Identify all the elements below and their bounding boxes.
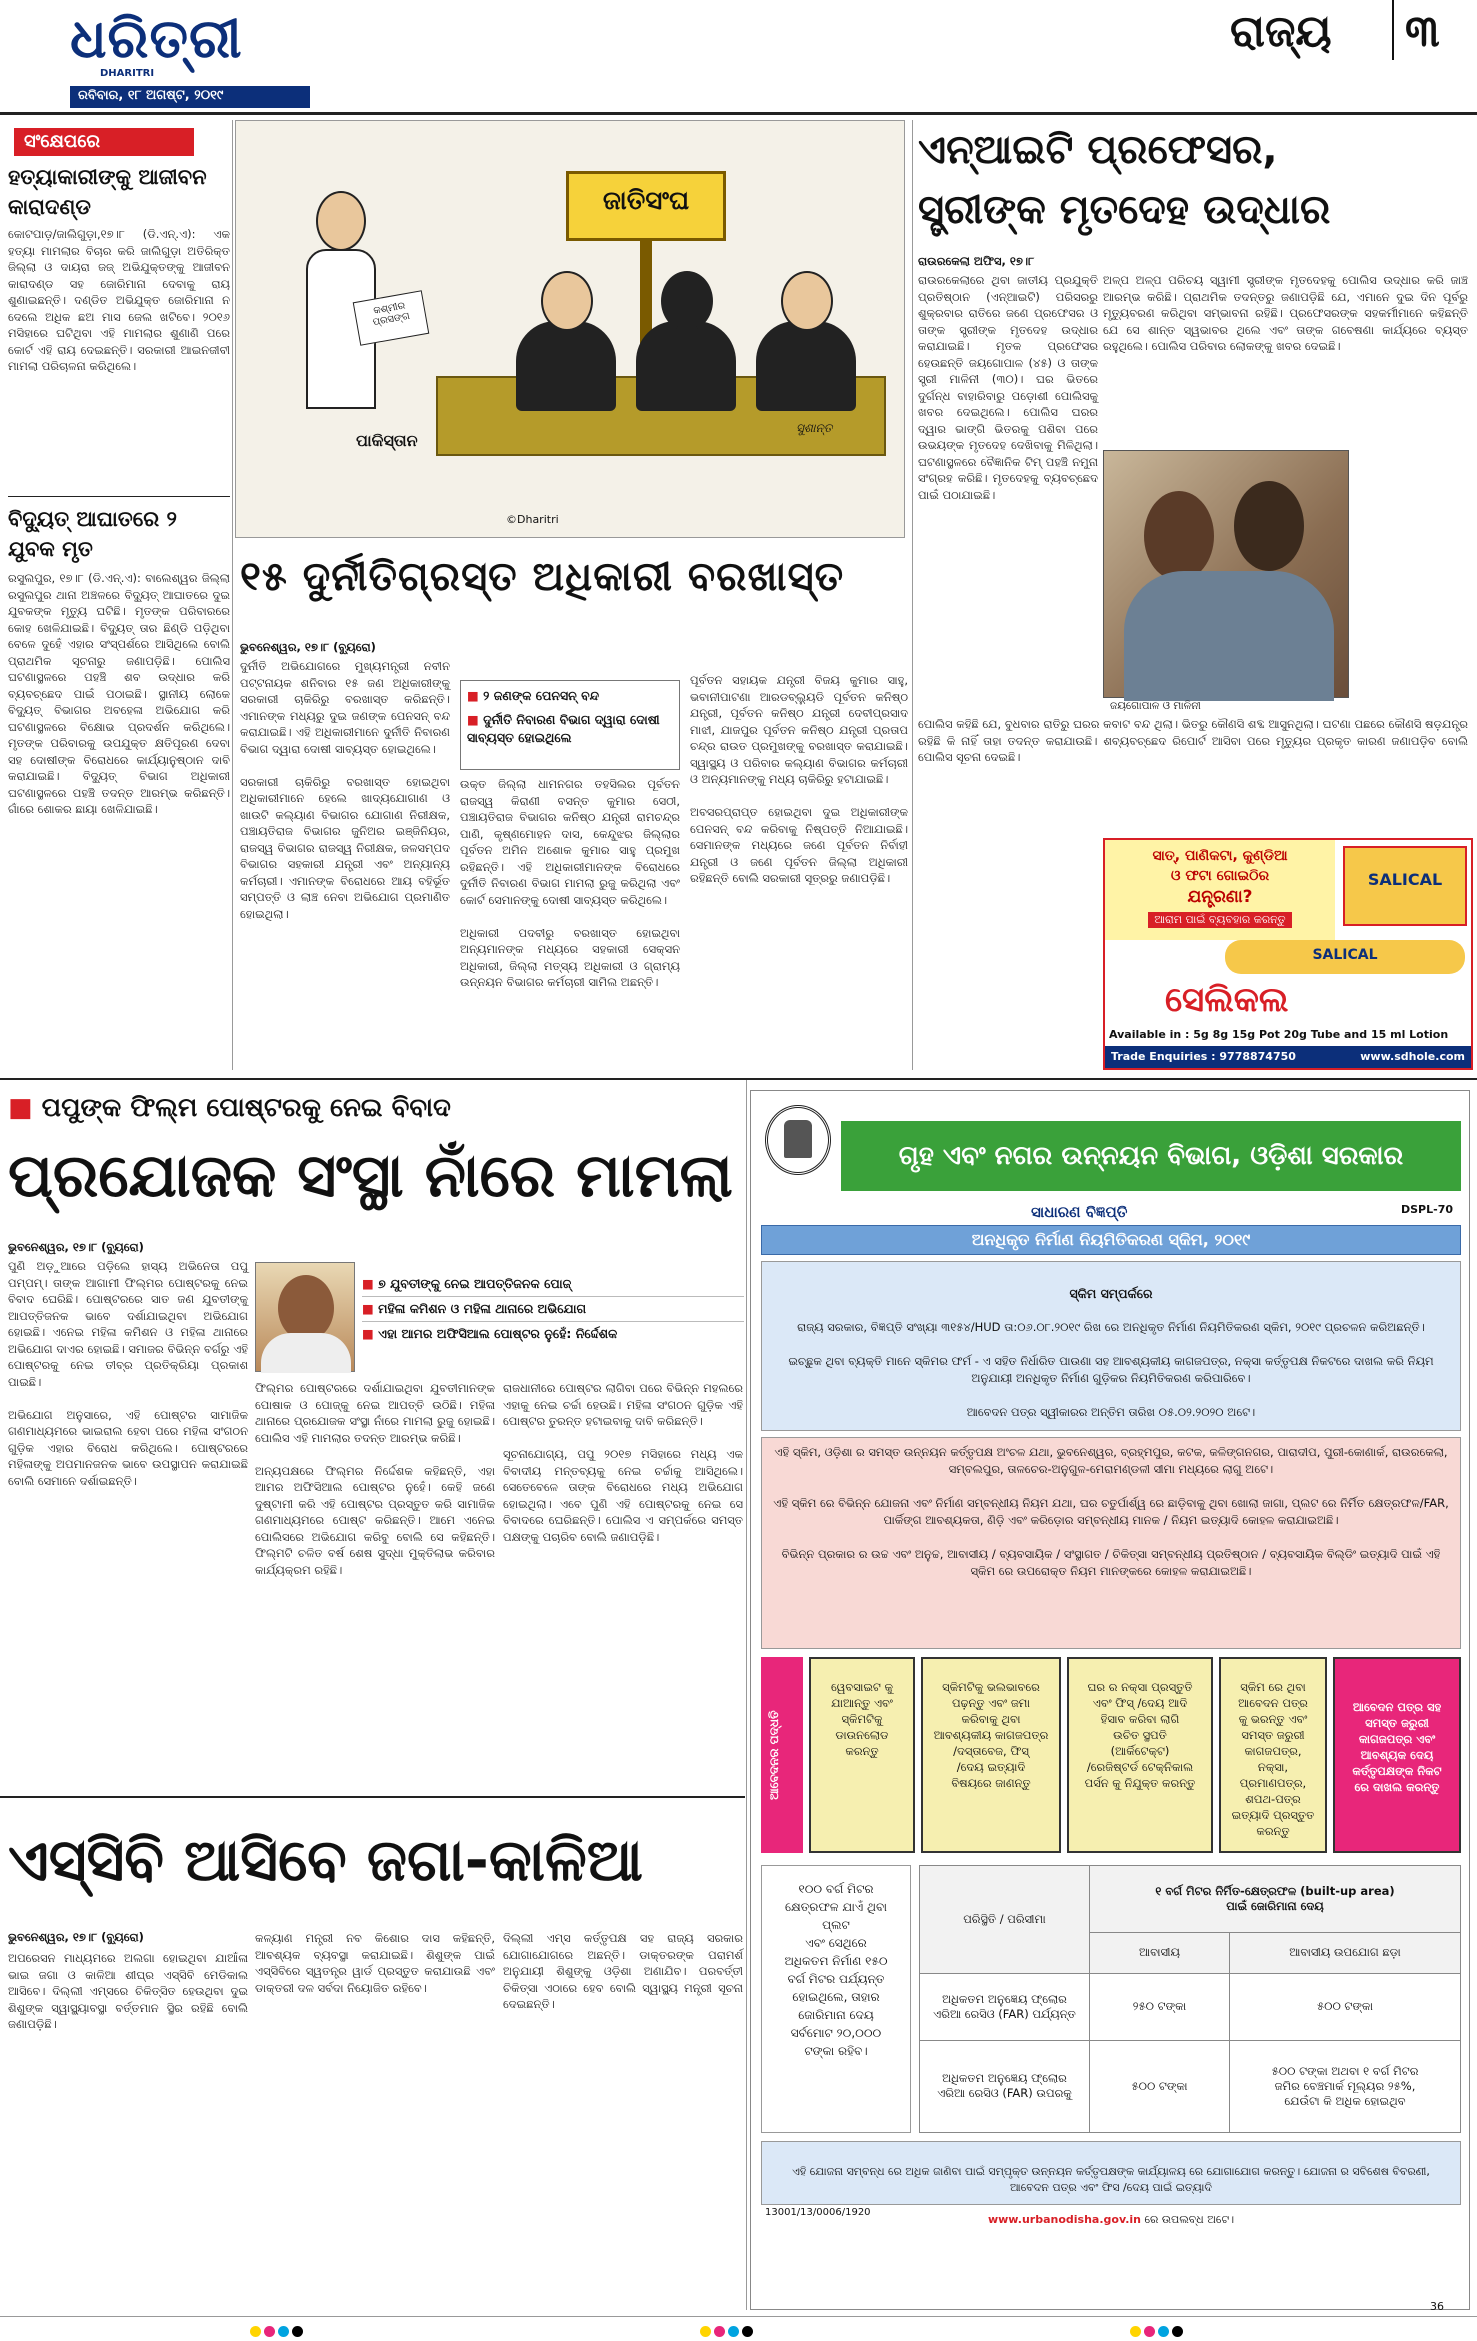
ad-line: ସାତ୍, ପାଣିକଟା, କୁଣ୍ଡିଆ <box>1152 848 1288 864</box>
delegate-head <box>661 271 713 331</box>
fee-col-nonresidential: ଆବାସୀୟ ଉପଯୋଗ ଛଡ଼ା <box>1230 1932 1461 1973</box>
masthead-rule <box>0 112 1477 115</box>
odisha-emblem-icon <box>765 1105 831 1175</box>
scb-dateline: ଭୁବନେଶ୍ୱର, ୧୭।୮ (ବ୍ୟୁରୋ) <box>8 1930 144 1944</box>
registration-marks <box>700 2322 756 2341</box>
photo-figure <box>278 1275 334 1341</box>
delegate-head <box>541 271 593 331</box>
process-steps <box>761 1657 1461 1857</box>
pakistan-head <box>316 191 366 251</box>
fee-col-situation: ପରିସ୍ଥିତି / ପରିସୀମା <box>920 1866 1090 1974</box>
table-row <box>920 1973 1461 2040</box>
fee-cell: ୫୦୦ ଟଙ୍କା <box>1230 1973 1461 2040</box>
papu-photo <box>255 1262 355 1372</box>
ad-website[interactable]: www.sdhole.com <box>1360 1050 1465 1063</box>
cartoon-credit: ©Dharitri <box>506 513 559 526</box>
ad-line: ଯନ୍ତ୍ରଣା? <box>1187 887 1253 907</box>
corruption-bullet: ୨ ଜଣଙ୍କ ପେନସନ୍ ବନ୍ଦ <box>483 688 600 703</box>
fee-cell: ୫୦୦ ଟଙ୍କା <box>1090 2040 1230 2132</box>
scheme-info-panel <box>761 1261 1461 1431</box>
photo-figure <box>1234 481 1304 571</box>
govt-advertisement <box>750 1090 1470 2310</box>
nit-body-col3: ପୋଲିସ କହିଛି ଯେ, ବୁଧବାର ରାତିରୁ ଘରର କବାଟ ବନ୍ଦ ଥିଲା। ଭିତରୁ କୌଣସି ଶବ୍ଦ ଆସୁନଥିଲା। ଘଟଣା ପଛରେ କୌଣସି ଷଡ଼ଯନ୍ତ୍ର ରହିଛି କି ନାହିଁ ତାହା ତଦନ୍ତ କରାଯାଉଛି। ଶବ୍ୟବଚ୍ଛେଦ ରିପୋର୍ଟ ଆସିବା ପରେ ମୃତ୍ୟୁର ପ୍ରକୃତ କାରଣ ଜଣାପଡ଼ିବ ବୋଲି ପୋଲିସ ସୂଚନା ଦେଇଛି। <box>918 717 1468 764</box>
scb-col1: ଅପରେସନ ମାଧ୍ୟମରେ ଅଲଗା ହୋଇଥିବା ଯାଆଁଳା ଭାଇ ଜଗା ଓ କାଳିଆ ଶୀଘ୍ର ଏସ୍‌ସିବି ମେଡିକାଲ ଆସିବେ। ଦିଲ୍ଲୀ ଏମ୍ସରେ ଚିକିତ୍ସିତ ହେଉଥିବା ଦୁଇ ଶିଶୁଙ୍କ ସ୍ୱାସ୍ଥ୍ୟାବସ୍ଥା ବର୍ତ୍ତମାନ ସ୍ଥିର ରହିଛି ବୋଲି ଜଣାପଡ଼ିଛି। <box>8 1951 248 2031</box>
scheme-title: ଅନଧିକୃତ ନିର୍ମାଣ ନିୟମିତିକରଣ ସ୍କିମ, ୨୦୧୯ <box>761 1225 1461 1255</box>
papu-bullets: ■ ୭ ଯୁବତୀଙ୍କୁ ନେଇ ଆପତ୍ତିଜନକ ପୋଜ୍ ■ ମହିଳା କମିଶନ ଓ ମହିଳା ଥାନାରେ ଅଭିଯୋଗ ■ ଏହା ଆମର ଅଫିସିଆଲ ପୋଷ୍ଟର ନୁହେଁ: ନିର୍ଦ୍ଦେଶକ <box>362 1272 744 1346</box>
ad-copy-box <box>1105 840 1335 940</box>
nit-headline-1: ଏନ୍‌ଆଇଟି ପ୍ରଫେସର, <box>918 127 1278 173</box>
brand-name: ସେଲିକଲ <box>1165 980 1289 1020</box>
fee-col-residential: ଆବାସୀୟ <box>1090 1932 1230 1973</box>
govt-url-suffix: ରେ ଉପଲବ୍ଧ ଅଟେ। <box>1144 2213 1235 2226</box>
ad-line: ଆରାମ ପାଇଁ ବ୍ୟବହାର କରନ୍ତୁ <box>1148 912 1291 928</box>
corruption-col3: ପୂର୍ବତନ ସହାୟକ ଯନ୍ତ୍ରୀ ବିଜୟ କୁମାର ସାହୁ, ଭବାନୀପାଟଣା ଆରଡବ୍ଲ୍ୟୁଡି ପୂର୍ବତନ କନିଷ୍ଠ ଯନ୍ତ୍ରୀ, ପୂର୍ବତନ କନିଷ୍ଠ ଯନ୍ତ୍ରୀ ଦେବୀପ୍ରସାଦ ମାଝୀ, ଯାଜପୁର ପୂର୍ବତନ କନିଷ୍ଠ ଯନ୍ତ୍ରୀ ପ୍ରତାପ ଚନ୍ଦ୍ର ରାଉତ ପ୍ରମୁଖଙ୍କୁ ବରଖାସ୍ତ କରାଯାଇଛି। ସ୍ୱାସ୍ଥ୍ୟ ଓ ପରିବାର କଲ୍ୟାଣ ବିଭାଗର କର୍ମଚାରୀ ଓ ଅନ୍ୟମାନଙ୍କୁ ମଧ୍ୟ ଚାକିରିରୁ ହଟାଯାଇଛି। ଅବସରପ୍ରାପ୍ତ ହୋଇଥିବା ଦୁଇ ଅଧିକାରୀଙ୍କ ପେନସନ୍ ବନ୍ଦ କରିବାକୁ ନିଷ୍ପତ୍ତି ନିଆଯାଇଛି। ସେମାନଙ୍କ ମଧ୍ୟରେ ଜଣେ ପୂର୍ବତନ ନିର୍ବାହୀ ଯନ୍ତ୍ରୀ ଓ ଜଣେ ପୂର୍ବତନ ଜିଲ୍ଲା ଅଧିକାରୀ ରହିଛନ୍ତି ବୋଲି ସରକାରୀ ସୂତ୍ରରୁ ଜଣାପଡ଼ିଛି। <box>690 673 908 885</box>
product-tube: SALICAL <box>1225 940 1465 974</box>
fee-cell: ଅଧିକତମ ଅନୁଜ୍ଞେୟ ଫ୍ଲୋର ଏରିଆ ରେସିଓ (FAR) ପର୍ଯ୍ୟନ୍ତ <box>920 1973 1090 2040</box>
scb-headline: ଏସ୍‌ସିବି ଆସିବେ ଜଗା-କାଳିଆ <box>8 1826 643 1894</box>
fee-cell: ୨୫୦ ଟଙ୍କା <box>1090 1973 1230 2040</box>
corruption-headline: ୧୫ ଦୁର୍ନୀତିଗ୍ରସ୍ତ ଅଧିକାରୀ ବରଖାସ୍ତ <box>240 554 845 600</box>
fee-table <box>919 1865 1461 2133</box>
section-page-no: ୩ <box>1405 6 1440 57</box>
papu-col1: ପୁଣି ଅଡ଼ୁଆରେ ପଡ଼ିଲେ ହାସ୍ୟ ଅଭିନେତା ପପୁ ପମ୍‌ପମ୍। ତାଙ୍କ ଆଗାମୀ ଫିଲ୍ମର ପୋଷ୍ଟରକୁ ନେଇ ବିବାଦ ଘେରିଛି। ପୋଷ୍ଟରରେ ସାତ ଜଣ ଯୁବତୀଙ୍କୁ ଆପତ୍ତିଜନକ ଭାବେ ଦର୍ଶାଯାଇଥିବା ଅଭିଯୋଗ ହୋଇଛି। ଏନେଇ ମହିଳା କମିଶନ ଓ ମହିଳା ଥାନାରେ ଅଭିଯୋଗ ଦାଏର ହୋଇଛି। ସମାଜର ବିଭିନ୍ନ ବର୍ଗରୁ ଏହି ପୋଷ୍ଟରକୁ ନେଇ ତୀବ୍ର ପ୍ରତିକ୍ରିୟା ପ୍ରକାଶ ପାଇଛି। ଅଭିଯୋଗ ଅନୁସାରେ, ଏହି ପୋଷ୍ଟର ସାମାଜିକ ଗଣମାଧ୍ୟମରେ ଭାଇରାଲ ହେବା ପରେ ମହିଳା ସଂଗଠନ ଗୁଡ଼ିକ ଏହାର ବିରୋଧ କରିଥିଲେ। ପୋଷ୍ଟରରେ ମହିଳାଙ୍କୁ ଅପମାନଜନକ ଭାବେ ଉପସ୍ଥାପନ କରାଯାଇଛି ବୋଲି ସେମାନେ ଦର୍ଶାଇଛନ୍ତି। <box>8 1259 248 1488</box>
papu-bullet: ମହିଳା କମିଶନ ଓ ମହିଳା ଥାନାରେ ଅଭିଯୋଗ <box>378 1301 587 1316</box>
nit-body-col2: ଅଳ୍ପ ଅଳ୍ପ ପରିଚୟ ସ୍ୱାମୀ ସ୍ତ୍ରୀଙ୍କ ମୃତଦେହକୁ ପୋଲିସ ଉଦ୍ଧାର କରି ଜାଞ୍ଚ ଆରମ୍ଭ କରିଛି। ପ୍ରାଥମିକ ତଦନ୍ତରୁ ଜଣାପଡ଼ିଛି ଯେ, ଏମାନେ ଦୁଇ ଦିନ ପୂର୍ବରୁ ମୃତ୍ୟୁବରଣ କରିଥିବା ସମ୍ଭାବନା ରହିଛି। ପ୍ରଫେସରଙ୍କ ସହକର୍ମୀମାନେ କହିଛନ୍ତି ଯେ ସେ ଶାନ୍ତ ସ୍ୱଭାବର ଥିଲେ ଏବଂ ତାଙ୍କ ଗବେଷଣା କାର୍ଯ୍ୟରେ ବ୍ୟସ୍ତ ରହୁଥିଲେ। ପୋଲିସ ପରିବାର ଲୋକଙ୍କୁ ଖବର ଦେଇଛି। <box>1103 273 1468 353</box>
step-5: ଆବେଦନ ପତ୍ର ସହ ସମସ୍ତ ଜରୁରୀ କାଗଜପତ୍ର ଏବଂ ଆବଶ୍ୟକ ଦେୟ କର୍ତ୍ତୃପକ୍ଷଙ୍କ ନିକଟ ରେ ଦାଖଲ କରନ୍ତୁ <box>1333 1657 1461 1853</box>
nit-dateline: ରାଉରକେଲା ଅଫିସ, ୧୭।୮ <box>918 254 1035 268</box>
product-pack: SALICAL <box>1343 846 1467 926</box>
scheme-info-head: ସ୍କିମ ସମ୍ପର୍କରେ <box>1069 1286 1153 1301</box>
section-title: ରାଜ୍ୟ <box>1230 6 1332 57</box>
scb-col3: ଦିଲ୍ଲୀ ଏମ୍ସ କର୍ତ୍ତୃପକ୍ଷ ସହ ରାଜ୍ୟ ସରକାର ଯୋଗାଯୋଗରେ ଅଛନ୍ତି। ଡାକ୍ତରଙ୍କ ପରାମର୍ଶ ଅନୁଯାୟୀ ଶିଶୁଙ୍କୁ ଓଡ଼ିଶା ଅଣାଯିବ। ପରବର୍ତ୍ତୀ ଚିକିତ୍ସା ଏଠାରେ ହେବ ବୋଲି ସ୍ୱାସ୍ଥ୍ୟ ମନ୍ତ୍ରୀ ସୂଚନା ଦେଇଛନ୍ତି। <box>503 1931 743 2011</box>
issue-date: ରବିବାର, ୧୮ ଅଗଷ୍ଟ, ୨୦୧୯ <box>70 86 310 108</box>
photo-figure <box>1124 571 1334 701</box>
step-2: ସ୍କିମଟିକୁ ଭଲଭାବରେ ପଢ଼ନ୍ତୁ ଏବଂ ଜମା କରିବାକୁ ଥିବା ଆବଶ୍ୟକୀୟ କାଗଜପତ୍ର /ଦସ୍ତାବେଜ, ଫିସ୍ /ଦେୟ ଇତ୍ୟାଦି ବିଷୟରେ ଜାଣନ୍ତୁ <box>921 1657 1061 1853</box>
delegate-figure <box>756 321 856 411</box>
papu-col2: ଫିଲ୍ମର ପୋଷ୍ଟରରେ ଦର୍ଶାଯାଇଥିବା ଯୁବତୀମାନଙ୍କ ପୋଷାକ ଓ ପୋଜ୍‌କୁ ନେଇ ଆପତ୍ତି ଉଠିଛି। ମହିଳା ଥାନାରେ ପ୍ରଯୋଜକ ସଂସ୍ଥା ନାଁରେ ମାମଲା ରୁଜୁ ହୋଇଛି। ପୋଲିସ ଏହି ମାମଲାର ତଦନ୍ତ ଆରମ୍ଭ କରିଛି। ଅନ୍ୟପକ୍ଷରେ ଫିଲ୍ମର ନିର୍ଦ୍ଦେଶକ କହିଛନ୍ତି, ଏହା ଆମର ଅଫିସିଆଲ ପୋଷ୍ଟର ନୁହେଁ। କେହି ଜଣେ ଦୁଷ୍ଟାମୀ କରି ଏହି ପୋଷ୍ଟର ପ୍ରସ୍ତୁତ କରି ସାମାଜିକ ଗଣମାଧ୍ୟମରେ ପୋଷ୍ଟ କରିଛନ୍ତି। ଆମେ ଏନେଇ ପୋଲିସରେ ଅଭିଯୋଗ କରିବୁ ବୋଲି ସେ କହିଛନ୍ତି। ଫିଲ୍ମଟି ଚଳିତ ବର୍ଷ ଶେଷ ସୁଦ୍ଧା ମୁକ୍ତିଲାଭ କରିବାର କାର୍ଯ୍ୟକ୍ରମ ରହିଛି। <box>255 1381 495 1577</box>
table-row <box>920 2040 1461 2132</box>
scheme-scope-panel: ଏହି ସ୍କିମ, ଓଡ଼ିଶା ର ସମସ୍ତ ଉନ୍ନୟନ କର୍ତ୍ତୃପକ୍ଷ ଅଂଚଳ ଯଥା, ଭୁବନେଶ୍ୱର, ବ୍ରହ୍ମପୁର, କଟକ, କଳିଙ୍ଗନଗର, ପାରାଦୀପ, ପୁରୀ-କୋଣାର୍କ, ରାଉରକେଲା, ସମ୍ବଲପୁର, ତାଳଚେର-ଅନୁଗୁଳ-ମେରାମଣ୍ଡଳୀ ସୀମା ମଧ୍ୟରେ ଲାଗୁ ଅଟେ। ଏହି ସ୍କିମ ରେ ବିଭିନ୍ନ ଯୋଜନା ଏବଂ ନିର୍ମାଣ ସମ୍ବନ୍ଧୀୟ ନିୟମ ଯଥା, ଘର ଚତୁର୍ପାର୍ଶ୍ୱ ରେ ଛାଡ଼ିବାକୁ ଥିବା ଖୋଲା ଜାଗା, ପ୍ଲଟ ରେ ନିର୍ମିତ କ୍ଷେତ୍ରଫଳ/FAR, ପାର୍କିଙ୍ଗ ଆବଶ୍ୟକତା, ଣିଡ଼ି ଏବଂ କରିଡ଼ୋର ସମ୍ବନ୍ଧୀୟ ମାନକ / ନିୟମ ଇତ୍ୟାଦି କୋହଳ କରାଯାଇଅଛି। ବିଭିନ୍ନ ପ୍ରକାର ର ଉଚ୍ଚ ଏବଂ ଅନୁଚ୍ଚ, ଆବାସୀୟ / ବ୍ୟବସାୟିକ / ସଂସ୍ଥାଗତ / ଚିକିତ୍ସା ସମ୍ବନ୍ଧୀୟ ପ୍ରତିଷ୍ଠାନ / ବ୍ୟବସାୟିକ ବିଲ୍ଡିଂ ଇତ୍ୟାଦି ପାଇଁ ଏହି ସ୍କିମ ରେ ଉପରୋକ୍ତ ନିୟମ ମାନଙ୍କରେ କୋହଳ କରାଯାଇଅଛି। <box>761 1437 1461 1649</box>
corruption-bullets: ■ ୨ ଜଣଙ୍କ ପେନସନ୍ ବନ୍ଦ ■ ଦୁର୍ନୀତି ନିବାରଣ ବିଭାଗ ଦ୍ୱାରା ଦୋଷୀ ସାବ୍ୟସ୍ତ ହୋଇଥିଲେ <box>460 680 680 770</box>
couple-photo <box>1103 450 1349 698</box>
step-1: ୱେବସାଇଟ କୁ ଯାଆନ୍ତୁ ଏବଂ ସ୍କିମଟିକୁ ଡାଉନଲୋଡ କରନ୍ତୁ <box>809 1657 915 1853</box>
cartoonist-signature: ସୁଶାନ୍ତ <box>796 421 833 435</box>
nit-headline-2: ସ୍ତ୍ରୀଙ୍କ ମୃତଦେହ ଉଦ୍ଧାର <box>918 187 1331 233</box>
scb-col2: କଳ୍ୟାଣ ମନ୍ତ୍ରୀ ନବ କିଶୋର ଦାସ କହିଛନ୍ତି, ଆବଶ୍ୟକ ବ୍ୟବସ୍ଥା କରାଯାଇଛି। ଶିଶୁଙ୍କ ପାଇଁ ଏସ୍‌ସିବିରେ ସ୍ୱତନ୍ତ୍ର ୱାର୍ଡ ପ୍ରସ୍ତୁତ କରାଯାଉଛି ଏବଂ ଡାକ୍ତରୀ ଦଳ ସର୍ବଦା ନିୟୋଜିତ ରହିବେ। <box>255 1931 495 1995</box>
section-rule <box>0 1796 745 1798</box>
scheme-info-text: ରାଜ୍ୟ ସରକାର, ବିଜ୍ଞପ୍ତି ସଂଖ୍ୟା ୩୧୫୪/HUD ତା:୦୬.୦୮.୨୦୧୯ ରିଖ ରେ ଅନଧିକୃତ ନିର୍ମାଣ ନିୟମିତିକରଣ ସ୍କିମ, ୨୦୧୯ ପ୍ରଚଳନ କରିଅଛନ୍ତି। ଇଚ୍ଛୁକ ଥିବା ବ୍ୟକ୍ତି ମାନେ ସ୍କିମର ଫର୍ମ - ଏ ସହିତ ନିର୍ଧାରିତ ପାଉଣା ସହ ଆବଶ୍ୟକୀୟ କାଗଜପତ୍ର, ନକ୍ସା କର୍ତ୍ତୃପକ୍ଷ ନିକଟରେ ଦାଖଲ କରି ନିୟମ ଅନୁଯାୟୀ ଅନଧିକୃତ ନିର୍ମାଣ ଗୁଡ଼ିକର ନିୟମିତିକରଣ କରିପାରିବେ। ଆବେଦନ ପତ୍ର ସ୍ୱୀକାରର ଅନ୍ତିମ ତାରିଖ ୦୫.୦୨.୨୦୨୦ ଅଟେ। <box>788 1320 1434 1419</box>
fee-cell: ଅଧିକତମ ଅନୁଜ୍ଞେୟ ଫ୍ଲୋର ଏରିଆ ରେସିଓ (FAR) ଉପରକୁ <box>920 2040 1090 2132</box>
cartoon-label: ପାକିସ୍ତାନ <box>356 431 418 450</box>
emblem-shape <box>784 1120 812 1158</box>
papu-dateline: ଭୁବନେଶ୍ୱର, ୧୭।୮ (ବ୍ୟୁରୋ) <box>8 1240 144 1254</box>
brief1-headline: ହତ୍ୟାକାରୀଙ୍କୁ ଆଜୀବନ କାରାଦଣ୍ଡ <box>8 165 207 219</box>
column-rule <box>912 120 913 1070</box>
brief2-headline: ବିଦ୍ୟୁତ୍ ଆଘାତରେ ୨ ଯୁବକ ମୃତ <box>8 507 177 561</box>
step-3: ଘର ର ନକ୍ସା ପ୍ରସ୍ତୁତି ଏବଂ ଫିସ୍ /ଦେୟ ଆଦି ହିସାବ କରିବା ଲାଗି ଉଚିତ ସ୍ଥପତି (ଆର୍କିଟେକ୍ଟ) /ରେଜିଷ୍ଟର୍ଡ ଟେକ୍ନିକାଲ ପର୍ସନ କୁ ନିଯୁକ୍ତ କରନ୍ତୁ <box>1067 1657 1213 1853</box>
column-rule <box>746 1080 747 2310</box>
fee-cell: ୫୦୦ ଟଙ୍କା ଅଥବା ୧ ବର୍ଗ ମିଟର ଜମିର ବେଞ୍ଚମାର୍କ ମୂଲ୍ୟର ୨୫%, ଯେଉଁଟା କି ଅଧିକ ହୋଇଥିବ <box>1230 2040 1461 2132</box>
step-4: ସ୍କିମ ରେ ଥିବା ଆବେଦନ ପତ୍ର କୁ ଭରନ୍ତୁ ଏବଂ ସମସ୍ତ ଜରୁରୀ କାଗଜପତ୍ର, ନକ୍ସା, ପ୍ରମାଣପତ୍ର, ଶପଥ-ପତ୍ର ଇତ୍ୟାଦି ପ୍ରସ୍ତୁତ କରନ୍ତୁ <box>1219 1657 1327 1853</box>
registration-marks <box>1130 2322 1186 2341</box>
papu-headline: ପ୍ରଯୋଜକ ସଂସ୍ଥା ନାଁରେ ମାମଲା <box>8 1141 733 1211</box>
newspaper-logo-sub: DHARITRI <box>100 68 155 79</box>
footer-note-text: ଏହି ଯୋଜନା ସମ୍ବନ୍ଧ ରେ ଅଧିକ ଜାଣିବା ପାଇଁ ସମ୍ପୃକ୍ତ ଉନ୍ନୟନ କର୍ତ୍ତୃପକ୍ଷଙ୍କ କାର୍ଯ୍ୟାଳୟ ରେ ଯୋଗାଯୋଗ କରନ୍ତୁ। ଯୋଜନା ର ସବିଶେଷ ବିବରଣୀ, ଆବେଦନ ପତ୍ର ଏବଂ ଫିସ /ଦେୟ ପାଇଁ ଇତ୍ୟାଦି <box>792 2165 1430 2194</box>
fee-table-head: ୧ ବର୍ଗ ମିଟର ନିର୍ମିତ-କ୍ଷେତ୍ରଫଳ (built-up area) ପାଇଁ ଜୋରିମାନା ଦେୟ <box>1090 1866 1461 1933</box>
fee-flat-note: ୧୦୦ ବର୍ଗ ମିଟର କ୍ଷେତ୍ରଫଳ ଯାଏଁ ଥିବା ପ୍ଲଟ ଏବଂ ସେଥିରେ ଅଧିକତମ ନିର୍ମାଣ ୧୫୦ ବର୍ଗ ମିଟର ପର୍ଯ୍ୟନ୍ତ ହୋଇଥିଲେ, ତାହାର ଜୋରିମାନା ଦେୟ ସର୍ବମୋଟ ୨୦,୦୦୦ ଟଙ୍କା ରହିବ। <box>761 1865 911 2133</box>
govt-ref-no: 13001/13/0006/1920 <box>765 2207 871 2218</box>
papu-bullet: ୭ ଯୁବତୀଙ୍କୁ ନେଇ ଆପତ୍ତିଜନକ ପୋଜ୍ <box>378 1276 572 1291</box>
registration-marks <box>250 2322 306 2341</box>
corruption-col1: ଦୁର୍ନୀତି ଅଭିଯୋଗରେ ମୁଖ୍ୟମନ୍ତ୍ରୀ ନବୀନ ପଟ୍ଟନାୟକ ଶନିବାର ୧୫ ଜଣ ଅଧିକାରୀଙ୍କୁ ସରକାରୀ ଚାକିରିରୁ ବରଖାସ୍ତ କରିଛନ୍ତି। ଏମାନଙ୍କ ମଧ୍ୟରୁ ଦୁଇ ଜଣଙ୍କ ପେନସନ୍ ବନ୍ଦ କରାଯାଇଛି। ଏହି ଅଧିକାରୀମାନେ ଦୁର୍ନୀତି ନିବାରଣ ବିଭାଗ ଦ୍ୱାରା ଦୋଷୀ ସାବ୍ୟସ୍ତ ହୋଇଥିଲେ। ସରକାରୀ ଚାକିରିରୁ ବରଖାସ୍ତ ହୋଇଥିବା ଅଧିକାରୀମାନେ ହେଲେ ଖାଦ୍ୟଯୋଗାଣ ଓ ଖାଉଟି କଲ୍ୟାଣ ବିଭାଗର ଯୋଗାଣ ନିରୀକ୍ଷକ, ପଞ୍ଚାୟତିରାଜ ବିଭାଗର ଜୁନିଅର ଇଞ୍ଜିନିୟର, ରାଜସ୍ୱ ବିଭାଗର ରାଜସ୍ୱ ନିରୀକ୍ଷକ, ଜଳସମ୍ପଦ ବିଭାଗର ସହକାରୀ ଯନ୍ତ୍ରୀ ଏବଂ ଅନ୍ୟାନ୍ୟ କର୍ମଚାରୀ। ଏମାନଙ୍କ ବିରୋଧରେ ଆୟ ବହିର୍ଭୂତ ସମ୍ପତ୍ତି ଓ ଲାଞ୍ଚ ନେବା ଅଭିଯୋଗ ପ୍ରମାଣିତ ହୋଇଥିଲା। <box>240 659 450 921</box>
brief1-body: କୋଟପାଡ଼/ଜାଲିଗୁଡ଼ା,୧୭।୮ (ଡି.ଏନ୍.ଏ): ଏକ ହତ୍ୟା ମାମଲାର ବିଚାର କରି ଜାଲିଗୁଡ଼ା ଅତିରିକ୍ତ ଜିଲ୍ଲା ଓ ଦାୟରା ଜଜ୍ ଅଭିଯୁକ୍ତଙ୍କୁ ଆଜୀବନ କାରାଦଣ୍ଡ ସହ ଜୋରିମାନା ଦେବାକୁ ରାୟ ଶୁଣାଇଛନ୍ତି। ଦଣ୍ଡିତ ଅଭିଯୁକ୍ତ ଜୋରିମାନା ନ ଦେଲେ ଅଧିକ ଛଅ ମାସ ଜେଲ ଖଟିବେ। ୨୦୧୬ ମସିହାରେ ଘଟିଥିବା ଏହି ମାମଲାର ଶୁଣାଣି ପରେ କୋର୍ଟ ଏହି ରାୟ ଦେଇଛନ୍ତି। ସରକାରୀ ଆଇନଜୀବୀ ମାମଲା ପରିଚାଳନା କରିଥିଲେ। <box>8 227 230 373</box>
editorial-cartoon <box>235 120 905 538</box>
photo-caption: ଜୟଗୋପାଳ ଓ ମାଳିନୀ <box>1110 700 1201 712</box>
delegate-figure <box>516 321 616 411</box>
brief-tag: ସଂକ୍ଷେପରେ <box>14 128 194 156</box>
govt-banner: ଗୃହ ଏବଂ ନଗର ଉନ୍ନୟନ ବିଭାଗ, ଓଡ଼ିଶା ସରକାର <box>841 1121 1461 1191</box>
dspl-code: DSPL-70 <box>1401 1203 1453 1216</box>
cartoon-sign: ଜାତିସଂଘ <box>566 171 726 241</box>
papu-kicker: ■ ପପୁଙ୍କ ଫିଲ୍ମ ପୋଷ୍ଟରକୁ ନେଇ ବିବାଦ <box>8 1093 451 1123</box>
papu-kicker-text: ପପୁଙ୍କ ଫିଲ୍ମ ପୋଷ୍ଟରକୁ ନେଇ ବିବାଦ <box>41 1093 451 1123</box>
delegate-head <box>781 271 833 331</box>
section-rule <box>0 1078 1477 1080</box>
cartoon-paper: କଶ୍ମୀର ପ୍ରସଙ୍ଗ <box>353 290 430 345</box>
newspaper-logo: ଧରିତ୍ରୀ <box>70 6 243 70</box>
delegate-figure <box>636 321 736 411</box>
process-side-label: ଆବେଦନର ପଦ୍ଧତି <box>761 1657 803 1853</box>
ad-line: ଓ ଫଟା ଗୋଇଠିର <box>1170 868 1270 884</box>
photo-figure <box>1144 491 1214 581</box>
trade-enquiries: Trade Enquiries : 9778874750 <box>1111 1050 1296 1063</box>
corruption-col2: ଉକ୍ତ ଜିଲ୍ଲା ଧାମନଗର ତହସିଲର ପୂର୍ବତନ ରାଜସ୍ୱ କିରାଣୀ ବସନ୍ତ କୁମାର ସେଠୀ, ପଞ୍ଚାୟତିରାଜ ବିଭାଗର କନିଷ୍ଠ ଯନ୍ତ୍ରୀ ରାମଚନ୍ଦ୍ର ପାଣି, କୃଷ୍ଣମୋହନ ଦାସ, କେନ୍ଦୁଝର ଜିଲ୍ଲାର ପୂର୍ବତନ ଅମିନ ଅଶୋକ କୁମାର ସାହୁ ପ୍ରମୁଖ ରହିଛନ୍ତି। ଏହି ଅଧିକାରୀମାନଙ୍କ ବିରୋଧରେ ଦୁର୍ନୀତି ନିବାରଣ ବିଭାଗ ମାମଲା ରୁଜୁ କରିଥିଲା ଏବଂ କୋର୍ଟ ସେମାନଙ୍କୁ ଦୋଷୀ ସାବ୍ୟସ୍ତ କରିଥିଲେ। ଅଧିକାରୀ ପଦବୀରୁ ବରଖାସ୍ତ ହୋଇଥିବା ଅନ୍ୟମାନଙ୍କ ମଧ୍ୟରେ ସହକାରୀ ସେକ୍ସନ ଅଧିକାରୀ, ଜିଲ୍ଲା ମତ୍ସ୍ୟ ଅଧିକାରୀ ଓ ଗ୍ରାମ୍ୟ ଉନ୍ନୟନ ବିଭାଗର କର୍ମଚାରୀ ସାମିଲ ଅଛନ୍ତି। <box>460 777 680 989</box>
brief2-body: ରସୁଲପୁର, ୧୭।୮ (ଡି.ଏନ୍.ଏ): ବାଲେଶ୍ୱର ଜିଲ୍ଲା ରସୁଲପୁର ଥାନା ଅଞ୍ଚଳରେ ବିଦ୍ୟୁତ୍ ଆଘାତରେ ଦୁଇ ଯୁବକଙ୍କ ମୃତ୍ୟୁ ଘଟିଛି। ମୃତଙ୍କ ପରିବାରରେ କୋହ ଖେଳିଯାଇଛି। ବିଦ୍ୟୁତ୍ ତାର ଛିଣ୍ଡି ପଡ଼ିଥିବା ବେଳେ ଦୁହେଁ ଏହାର ସଂସ୍ପର୍ଶରେ ଆସିଥିଲେ ବୋଲି ପ୍ରାଥମିକ ସୂଚନାରୁ ଜଣାପଡ଼ିଛି। ପୋଲିସ ଘଟଣାସ୍ଥଳରେ ପହଞ୍ଚି ଶବ ଉଦ୍ଧାର କରି ବ୍ୟବଚ୍ଛେଦ ପାଇଁ ପଠାଇଛି। ସ୍ଥାନୀୟ ଲୋକେ ବିଦ୍ୟୁତ୍ ବିଭାଗର ଅବହେଳା ଅଭିଯୋଗ କରି ଘଟଣାସ୍ଥଳରେ ବିକ୍ଷୋଭ ପ୍ରଦର୍ଶନ କରିଥିଲେ। ମୃତଙ୍କ ପରିବାରକୁ ଉପଯୁକ୍ତ କ୍ଷତିପୂରଣ ଦେବା ସହ ଦୋଷୀଙ୍କ ବିରୋଧରେ କାର୍ଯ୍ୟାନୁଷ୍ଠାନ ଦାବି କରାଯାଇଛି। ବିଦ୍ୟୁତ୍ ବିଭାଗ ଅଧିକାରୀ ଘଟଣାସ୍ଥଳରେ ପହଞ୍ଚି ତଦନ୍ତ ଆରମ୍ଭ କରିଛନ୍ତି। ଗାଁରେ ଶୋକର ଛାୟା ଖେଳିଯାଇଛି। <box>8 571 230 816</box>
footer-rule <box>0 2316 1477 2317</box>
papu-col3: ରାଜଧାନୀରେ ପୋଷ୍ଟର ଲାଗିବା ପରେ ବିଭିନ୍ନ ମହଲରେ ଏହାକୁ ନେଇ ଚର୍ଚ୍ଚା ହେଉଛି। ମହିଳା ସଂଗଠନ ଗୁଡ଼ିକ ଏହି ପୋଷ୍ଟର ତୁରନ୍ତ ହଟାଇବାକୁ ଦାବି କରିଛନ୍ତି। ସୂଚନାଯୋଗ୍ୟ, ପପୁ ୨୦୧୭ ମସିହାରେ ମଧ୍ୟ ଏକ ବିବାଦୀୟ ମନ୍ତବ୍ୟକୁ ନେଇ ଚର୍ଚ୍ଚାକୁ ଆସିଥିଲେ। ସେତେବେଳେ ତାଙ୍କ ବିରୋଧରେ ମଧ୍ୟ ଅଭିଯୋଗ ହୋଇଥିଲା। ଏବେ ପୁଣି ଏହି ପୋଷ୍ଟରକୁ ନେଇ ସେ ବିବାଦରେ ଘେରିଛନ୍ତି। ପୋଲିସ ଏ ସମ୍ପର୍କରେ ସମସ୍ତ ପକ୍ଷଙ୍କୁ ପଚାରିବ ବୋଲି ଜଣାପଡ଼ିଛି। <box>503 1381 743 1544</box>
papu-bullet: ଏହା ଆମର ଅଫିସିଆଲ ପୋଷ୍ଟର ନୁହେଁ: ନିର୍ଦ୍ଦେଶକ <box>378 1326 618 1341</box>
corruption-bullet: ଦୁର୍ନୀତି ନିବାରଣ ବିଭାଗ ଦ୍ୱାରା ଦୋଷୀ ସାବ୍ୟସ୍ତ ହୋଇଥିଲେ <box>467 712 660 745</box>
govt-url[interactable]: www.urbanodisha.gov.in <box>987 2213 1141 2226</box>
salical-ad[interactable] <box>1103 838 1473 1070</box>
nit-body-col1: ରାଉରକେଲାରେ ଥିବା ଜାତୀୟ ପ୍ରଯୁକ୍ତି ପ୍ରତିଷ୍ଠାନ (ଏନ୍‌ଆଇଟି) ପରିସରରୁ ଶୁକ୍ରବାର ରାତିରେ ଜଣେ ପ୍ରଫେସର ଓ ତାଙ୍କ ସ୍ତ୍ରୀଙ୍କ ମୃତଦେହ ଉଦ୍ଧାର କରାଯାଇଛି। ମୃତକ ପ୍ରଫେସର ହେଉଛନ୍ତି ଜୟଗୋପାଳ (୪୫) ଓ ତାଙ୍କ ସ୍ତ୍ରୀ ମାଳିନୀ (୩୦)। ଘର ଭିତରେ ଦୁର୍ଗନ୍ଧ ବାହାରିବାରୁ ପଡ଼ୋଶୀ ପୋଲିସକୁ ଖବର ଦେଇଥିଲେ। ପୋଲିସ ଘରର ଦ୍ୱାର ଭାଙ୍ଗି ଭିତରକୁ ପଶିବା ପରେ ଉଭୟଙ୍କ ମୃତଦେହ ଦେଖିବାକୁ ମିଳିଥିଲା। ଘଟଣାସ୍ଥଳରେ ବୈଜ୍ଞାନିକ ଟିମ୍ ପହଞ୍ଚି ନମୁନା ସଂଗ୍ରହ କରିଛି। ମୃତଦେହକୁ ବ୍ୟବଚ୍ଛେଦ ପାଇଁ ପଠାଯାଇଛି। <box>918 273 1098 502</box>
masthead-divider <box>1392 0 1394 60</box>
page-number: 36 <box>1430 2300 1444 2313</box>
column-rule <box>232 120 233 1070</box>
brief-divider <box>8 496 230 497</box>
notice-title: ସାଧାରଣ ବିଜ୍ଞପ୍ତି <box>1031 1203 1128 1221</box>
availability: Available in : 5g 8g 15g Pot 20g Tube and 15 ml Lotion <box>1109 1028 1449 1041</box>
corruption-dateline: ଭୁବନେଶ୍ୱର, ୧୭।୮ (ବ୍ୟୁରୋ) <box>240 640 376 654</box>
ad-contact-bar <box>1105 1046 1471 1068</box>
photo-figure <box>261 1333 351 1373</box>
